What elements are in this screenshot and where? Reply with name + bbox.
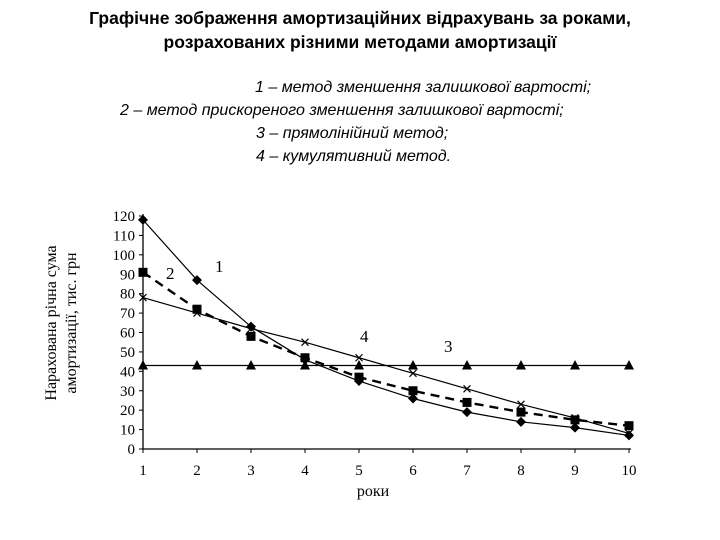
y-ticks [113, 209, 144, 458]
y-tick-label: 110 [113, 228, 135, 245]
legend-item-2: 2 – метод прискореного зменшення залишкової вартості; [120, 102, 564, 119]
series-label-2: 2 [166, 264, 175, 283]
y-axis-label [43, 245, 80, 400]
data-point-series-2 [517, 408, 526, 417]
series-layer [143, 220, 629, 436]
y-tick-label: 40 [120, 364, 135, 381]
series-line-2 [143, 272, 629, 425]
y-tick-label: 70 [120, 306, 135, 323]
x-tick-label: 10 [621, 463, 637, 479]
data-point-series-3 [516, 360, 526, 370]
x-tick-label: 7 [463, 463, 471, 479]
data-point-series-4 [410, 370, 417, 377]
data-point-series-3 [408, 360, 418, 370]
series-line-1 [143, 220, 629, 436]
data-point-series-1 [516, 417, 526, 427]
y-tick-label: 60 [120, 325, 135, 342]
y-tick-label: 90 [120, 267, 135, 284]
data-point-series-3 [246, 360, 256, 370]
y-tick-label: 120 [112, 209, 135, 225]
x-tick-label: 3 [247, 463, 255, 479]
x-axis-label: роки [356, 483, 390, 500]
legend-item-3: 3 – прямолінійний метод; [256, 125, 449, 142]
markers-layer [138, 215, 634, 441]
x-tick-label: 8 [517, 463, 525, 479]
data-point-series-2 [463, 398, 472, 407]
data-point-series-2 [355, 373, 364, 382]
data-point-series-3 [192, 360, 202, 370]
y-tick-label: 20 [120, 403, 135, 420]
legend-item-4: 4 – кумулятивний метод. [256, 148, 452, 165]
data-point-series-3 [570, 360, 580, 370]
chart-title-line1: Графічне зображення амортизаційних відрахувань за роками, [89, 8, 631, 28]
y-tick-label: 10 [120, 422, 135, 439]
data-point-series-2 [247, 332, 256, 341]
data-point-series-2 [571, 415, 580, 424]
series-label-1: 1 [215, 257, 224, 276]
data-point-series-2 [625, 421, 634, 430]
x-ticks [139, 449, 636, 479]
chart-title-line2: розрахованих різними методами амортизації [163, 32, 557, 52]
y-tick-label: 30 [120, 383, 135, 400]
x-tick-label: 6 [409, 463, 417, 479]
data-point-series-3 [462, 360, 472, 370]
x-tick-label: 9 [571, 463, 579, 479]
y-tick-label: 50 [120, 344, 135, 361]
data-point-series-1 [462, 407, 472, 417]
x-tick-label: 5 [355, 463, 363, 479]
y-axis-label-line1: Нарахована річна сума [43, 245, 60, 401]
data-point-series-4 [464, 385, 471, 392]
series-label-3: 3 [444, 337, 453, 356]
y-tick-label: 80 [120, 286, 135, 303]
data-point-series-3 [138, 360, 148, 370]
series-label-4: 4 [360, 327, 369, 346]
legend-item-1: 1 – метод зменшення залишкової вартості; [255, 79, 592, 96]
x-tick-label: 1 [139, 463, 147, 479]
data-point-series-2 [409, 386, 418, 395]
y-tick-label: 100 [112, 247, 135, 264]
x-tick-label: 2 [193, 463, 201, 479]
data-point-series-3 [624, 360, 634, 370]
y-axis-label-line2: амортизації, тис. грн [63, 252, 80, 394]
x-tick-label: 4 [301, 463, 309, 479]
data-point-series-3 [354, 360, 364, 370]
data-point-series-2 [139, 268, 148, 277]
y-tick-label: 0 [127, 442, 135, 458]
